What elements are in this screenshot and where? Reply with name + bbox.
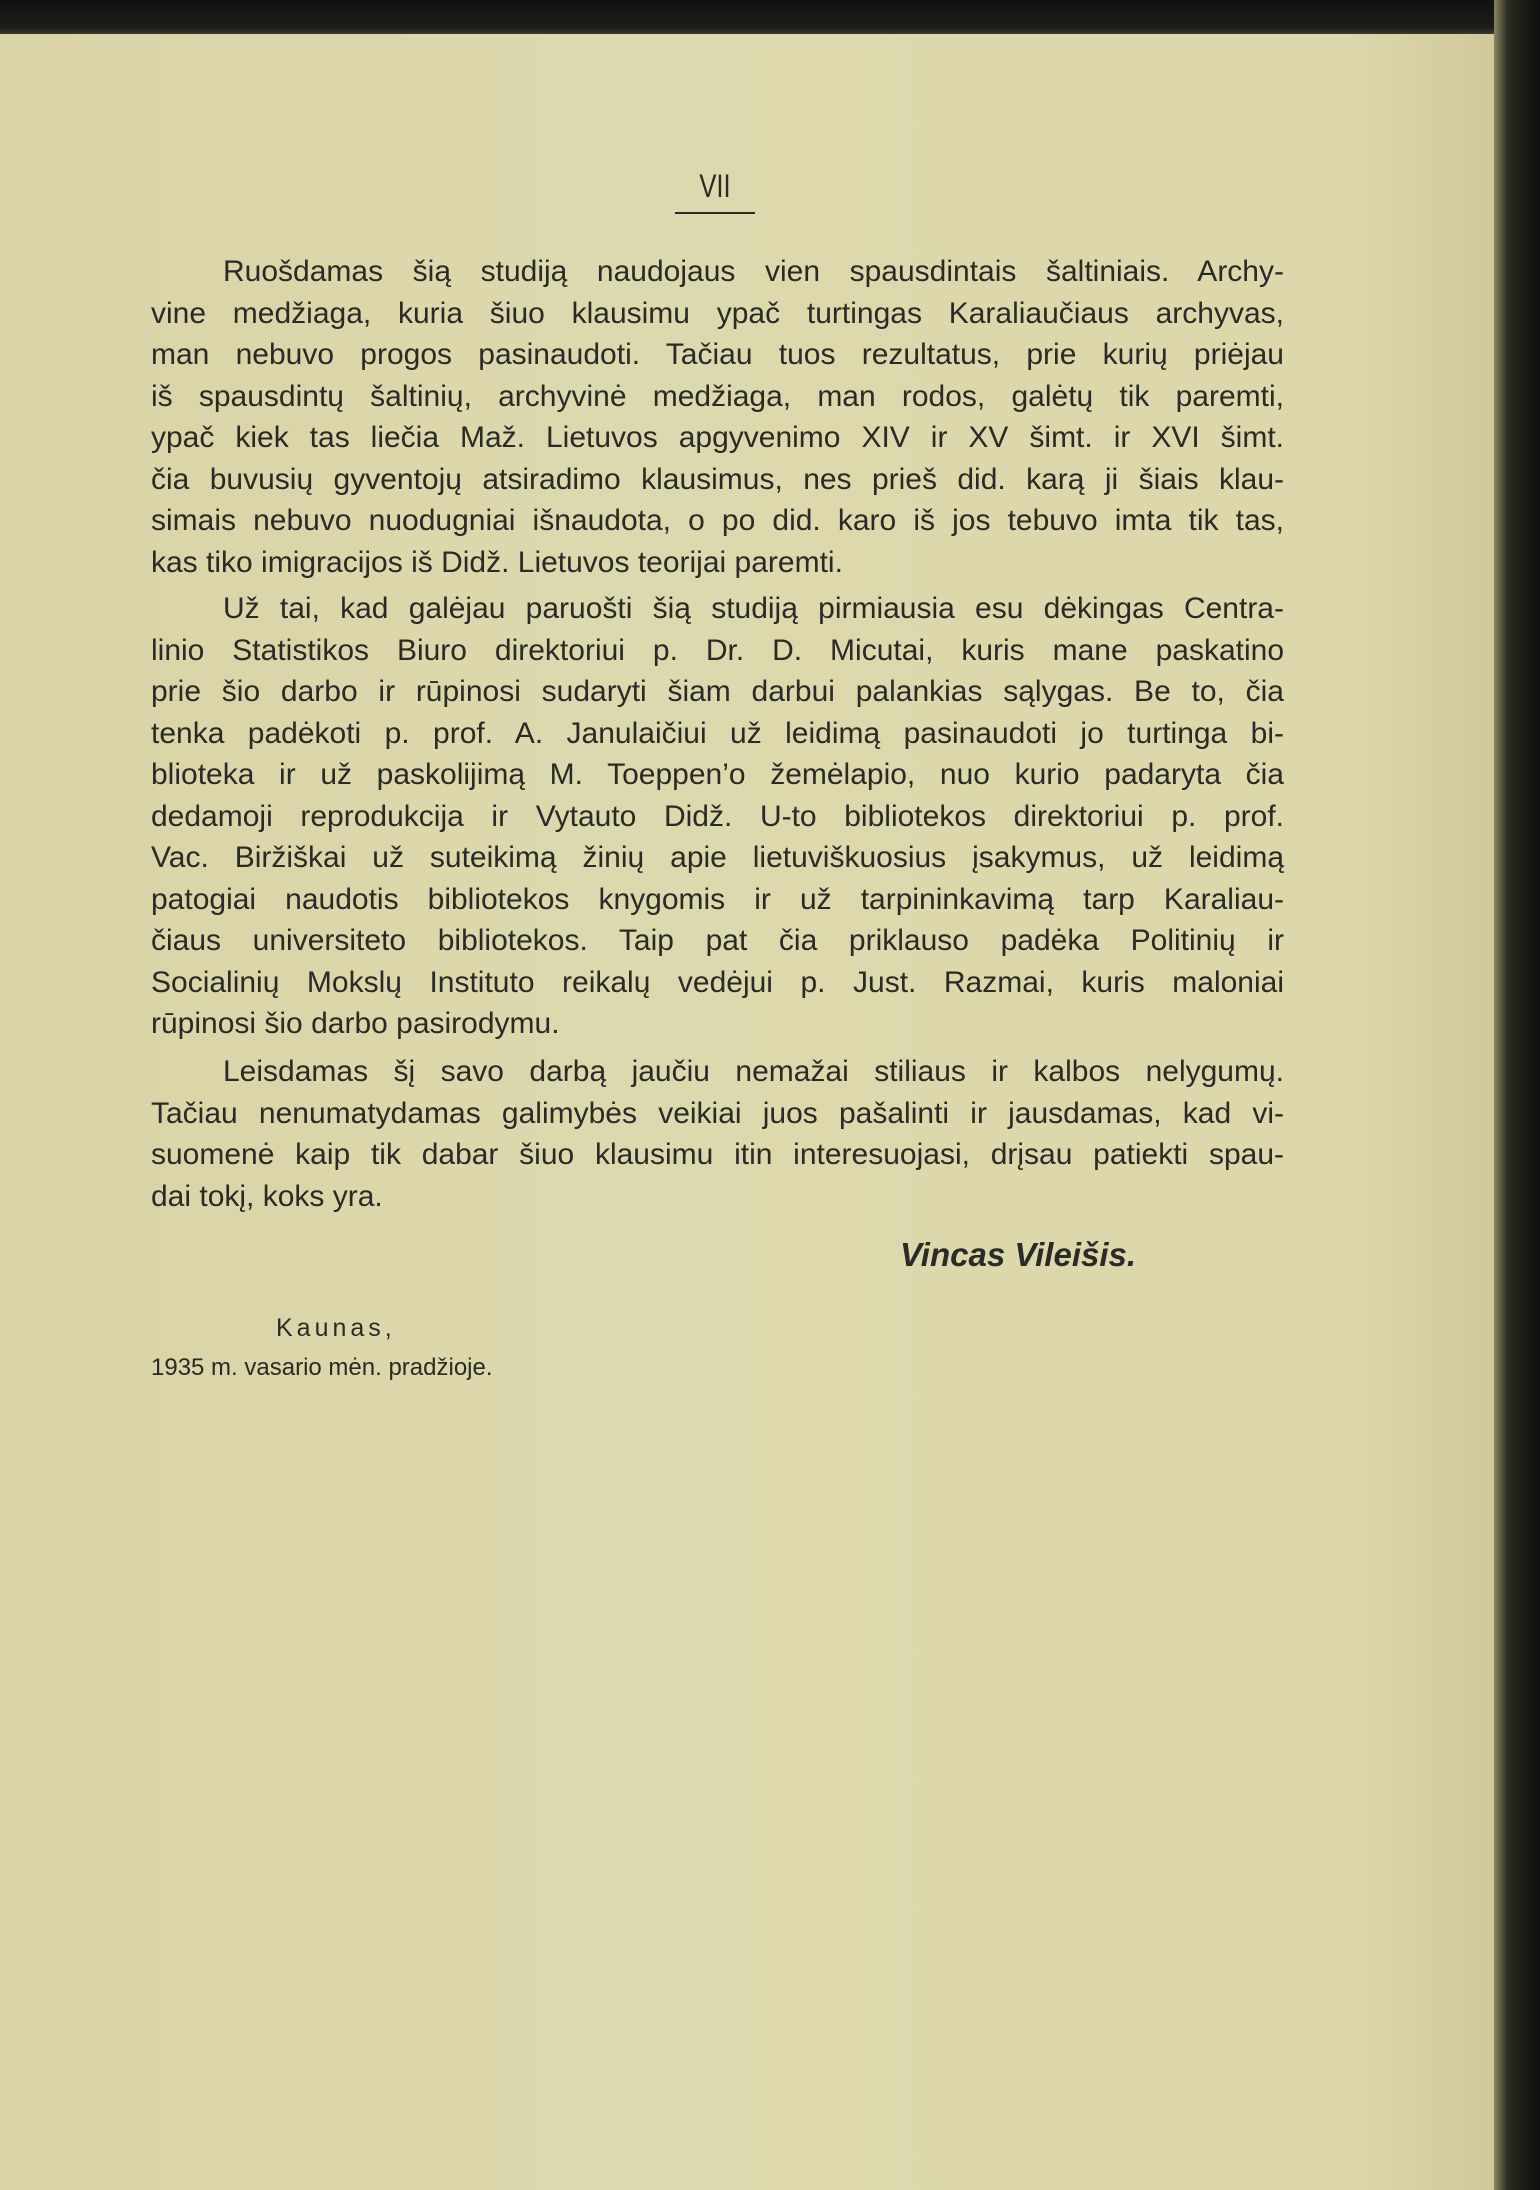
author-signature: Vincas Vileišis. xyxy=(900,1236,1137,1273)
text-line: linio Statistikos Biuro direktoriui p. Dr. D. Micutai, kuris mane paskatino xyxy=(151,633,1284,667)
text-line: iš spausdintų šaltinių, archyvinė medžiaga, man rodos, galėtų tik paremti, xyxy=(151,379,1284,413)
text-line: tenka padėkoti p. prof. A. Janulaičiui už leidimą pasinaudoti jo turtinga bi- xyxy=(151,716,1284,750)
text-line: suomenė kaip tik dabar šiuo klausimu itin interesuojasi, drįsau patiekti spau- xyxy=(151,1138,1284,1171)
scan-right-edge xyxy=(1494,0,1540,2190)
text-line: blioteka ir už paskolijimą M. Toeppen’o žemėlapio, nuo kurio padaryta čia xyxy=(151,758,1284,791)
text-line: man nebuvo progos pasinaudoti. Tačiau tuos rezultatus, prie kurių priėjau xyxy=(151,338,1284,371)
text-line: simais nebuvo nuodugniai išnaudota, o po did. karo iš jos tebuvo imta tik tas, xyxy=(151,504,1284,537)
text-line: Ruošdamas šią studiją naudojaus vien spausdintais šaltiniais. Archy- xyxy=(223,255,1284,288)
text-line: kas tiko imigracijos iš Didž. Lietuvos teorijai paremti. xyxy=(151,545,843,579)
text-line: Tačiau nenumatydamas galimybės veikiai juos pašalinti ir jausdamas, kad vi- xyxy=(151,1096,1284,1130)
text-line: čia buvusių gyventojų atsiradimo klausimus, nes prieš did. karą ji šiais klau- xyxy=(151,462,1284,496)
paragraph-3 xyxy=(151,1051,1284,1217)
text-line: vine medžiaga, kuria šiuo klausimu ypač turtingas Karaliaučiaus archyvas, xyxy=(151,296,1284,330)
text-line: dedamoji reprodukcija ir Vytauto Didž. U-to bibliotekos direktoriui p. prof. xyxy=(151,799,1284,833)
paragraph-1 xyxy=(151,251,1284,583)
text-line: prie šio darbo ir rūpinosi sudaryti šiam darbui palankias sąlygas. Be to, čia xyxy=(151,675,1284,708)
page-number: VII xyxy=(699,168,731,204)
text-line: rūpinosi šio darbo pasirodymu. xyxy=(151,1007,560,1040)
date: 1935 m. vasario mėn. pradžioje. xyxy=(151,1354,493,1381)
text-line: Už tai, kad galėjau paruošti šią studiją pirmiausia esu dėkingas Centra- xyxy=(223,592,1284,625)
page-number-rule xyxy=(675,212,755,214)
text-line: čiaus universiteto bibliotekos. Taip pat čia priklauso padėka Politinių ir xyxy=(151,924,1284,957)
paragraph-2 xyxy=(151,588,1284,1045)
place: Kaunas, xyxy=(276,1314,396,1342)
text-line: Vac. Biržiškai už suteikimą žinių apie lietuviškuosius įsakymus, už leidimą xyxy=(151,841,1284,874)
text-line: patogiai naudotis bibliotekos knygomis ir už tarpininkavimą tarp Karaliau- xyxy=(151,882,1284,916)
text-line: Leisdamas šį savo darbą jaučiu nemažai stiliaus ir kalbos nelygumų. xyxy=(223,1055,1284,1088)
text-line: Socialinių Mokslų Instituto reikalų vedėjui p. Just. Razmai, kuris maloniai xyxy=(151,965,1284,999)
text-line: ypač kiek tas liečia Maž. Lietuvos apgyvenimo XIV ir XV šimt. ir XVI šimt. xyxy=(151,421,1284,454)
text-line: dai tokį, koks yra. xyxy=(151,1179,383,1213)
